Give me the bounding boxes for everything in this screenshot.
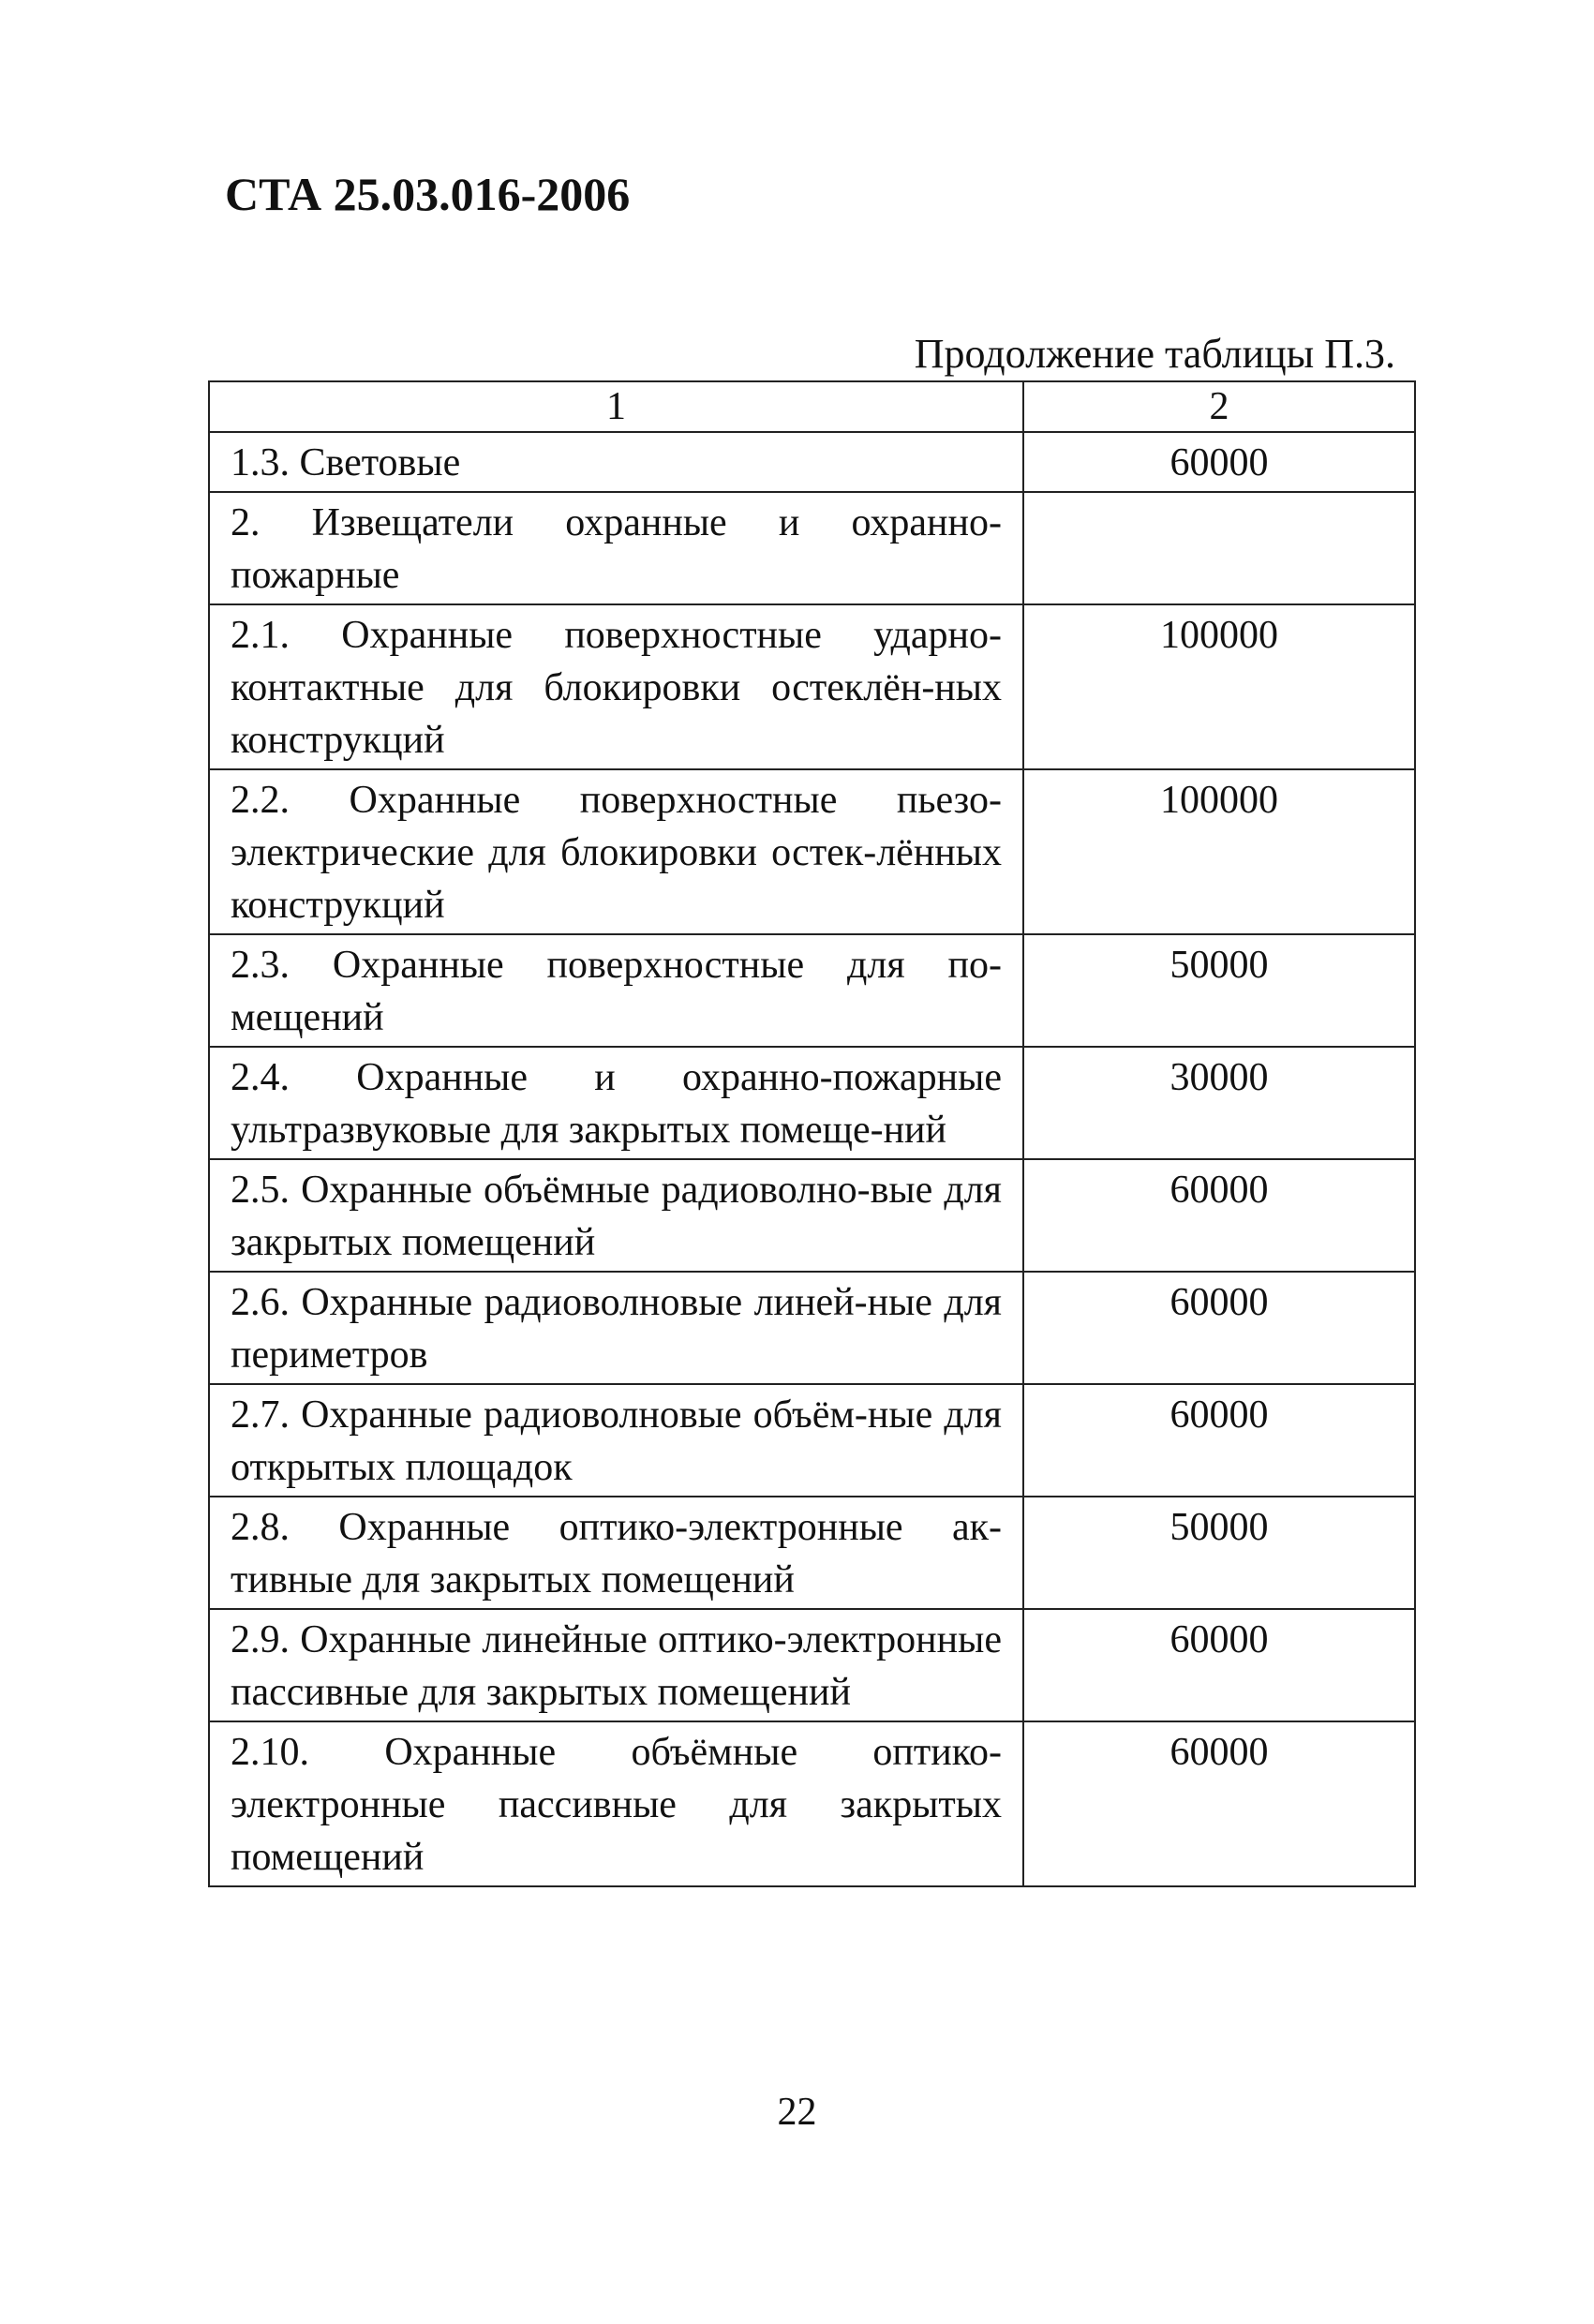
row-description: 2.8. Охранные оптико-электронные ак-тивные для закрытых помещений [209,1497,1023,1609]
column-header: 1 [209,381,1023,432]
row-description: 2. Извещатели охранные и охранно-пожарные [209,492,1023,604]
row-value: 60000 [1023,1159,1415,1272]
table-row [209,1609,1415,1721]
row-description: 2.1. Охранные поверхностные ударно-контактные для блокировки остеклён-ных конструкций [209,604,1023,769]
row-value: 100000 [1023,604,1415,769]
table-row [209,1384,1415,1497]
row-value: 60000 [1023,432,1415,492]
row-value: 100000 [1023,769,1415,934]
table-row [209,769,1415,934]
row-value: 60000 [1023,1384,1415,1497]
row-value: 50000 [1023,934,1415,1047]
table-row [209,1497,1415,1609]
row-description: 2.6. Охранные радиоволновые линей-ные для периметров [209,1272,1023,1384]
row-description: 2.5. Охранные объёмные радиоволно-вые для закрытых помещений [209,1159,1023,1272]
row-value: 60000 [1023,1721,1415,1886]
table-row [209,934,1415,1047]
table-row [209,1047,1415,1159]
row-value: 50000 [1023,1497,1415,1609]
row-value: 30000 [1023,1047,1415,1159]
table-row [209,492,1415,604]
row-description: 2.4. Охранные и охранно-пожарные ультразвуковые для закрытых помеще-ний [209,1047,1023,1159]
data-table [208,380,1416,1887]
table-container [208,380,1414,1887]
table-header-row [209,381,1415,432]
row-description: 2.9. Охранные линейные оптико-электронные пассивные для закрытых помещений [209,1609,1023,1721]
table-row [209,1159,1415,1272]
row-description: 2.7. Охранные радиоволновые объём-ные для открытых площадок [209,1384,1023,1497]
table-caption: Продолжение таблицы П.3. [914,331,1395,377]
column-header: 2 [1023,381,1415,432]
table-row [209,1721,1415,1886]
table-row [209,1272,1415,1384]
row-value: 60000 [1023,1272,1415,1384]
row-description: 2.2. Охранные поверхностные пьезо-электрические для блокировки остек-лённых конструкций [209,769,1023,934]
table-row [209,432,1415,492]
row-description: 2.3. Охранные поверхностные для по-мещений [209,934,1023,1047]
page-number: 22 [777,2091,817,2134]
document-code: СТА 25.03.016-2006 [225,168,631,220]
row-description: 2.10. Охранные объёмные оптико-электронные пассивные для закрытых помещений [209,1721,1023,1886]
row-value: 60000 [1023,1609,1415,1721]
row-description: 1.3. Световые [209,432,1023,492]
table-row [209,604,1415,769]
row-value [1023,492,1415,604]
